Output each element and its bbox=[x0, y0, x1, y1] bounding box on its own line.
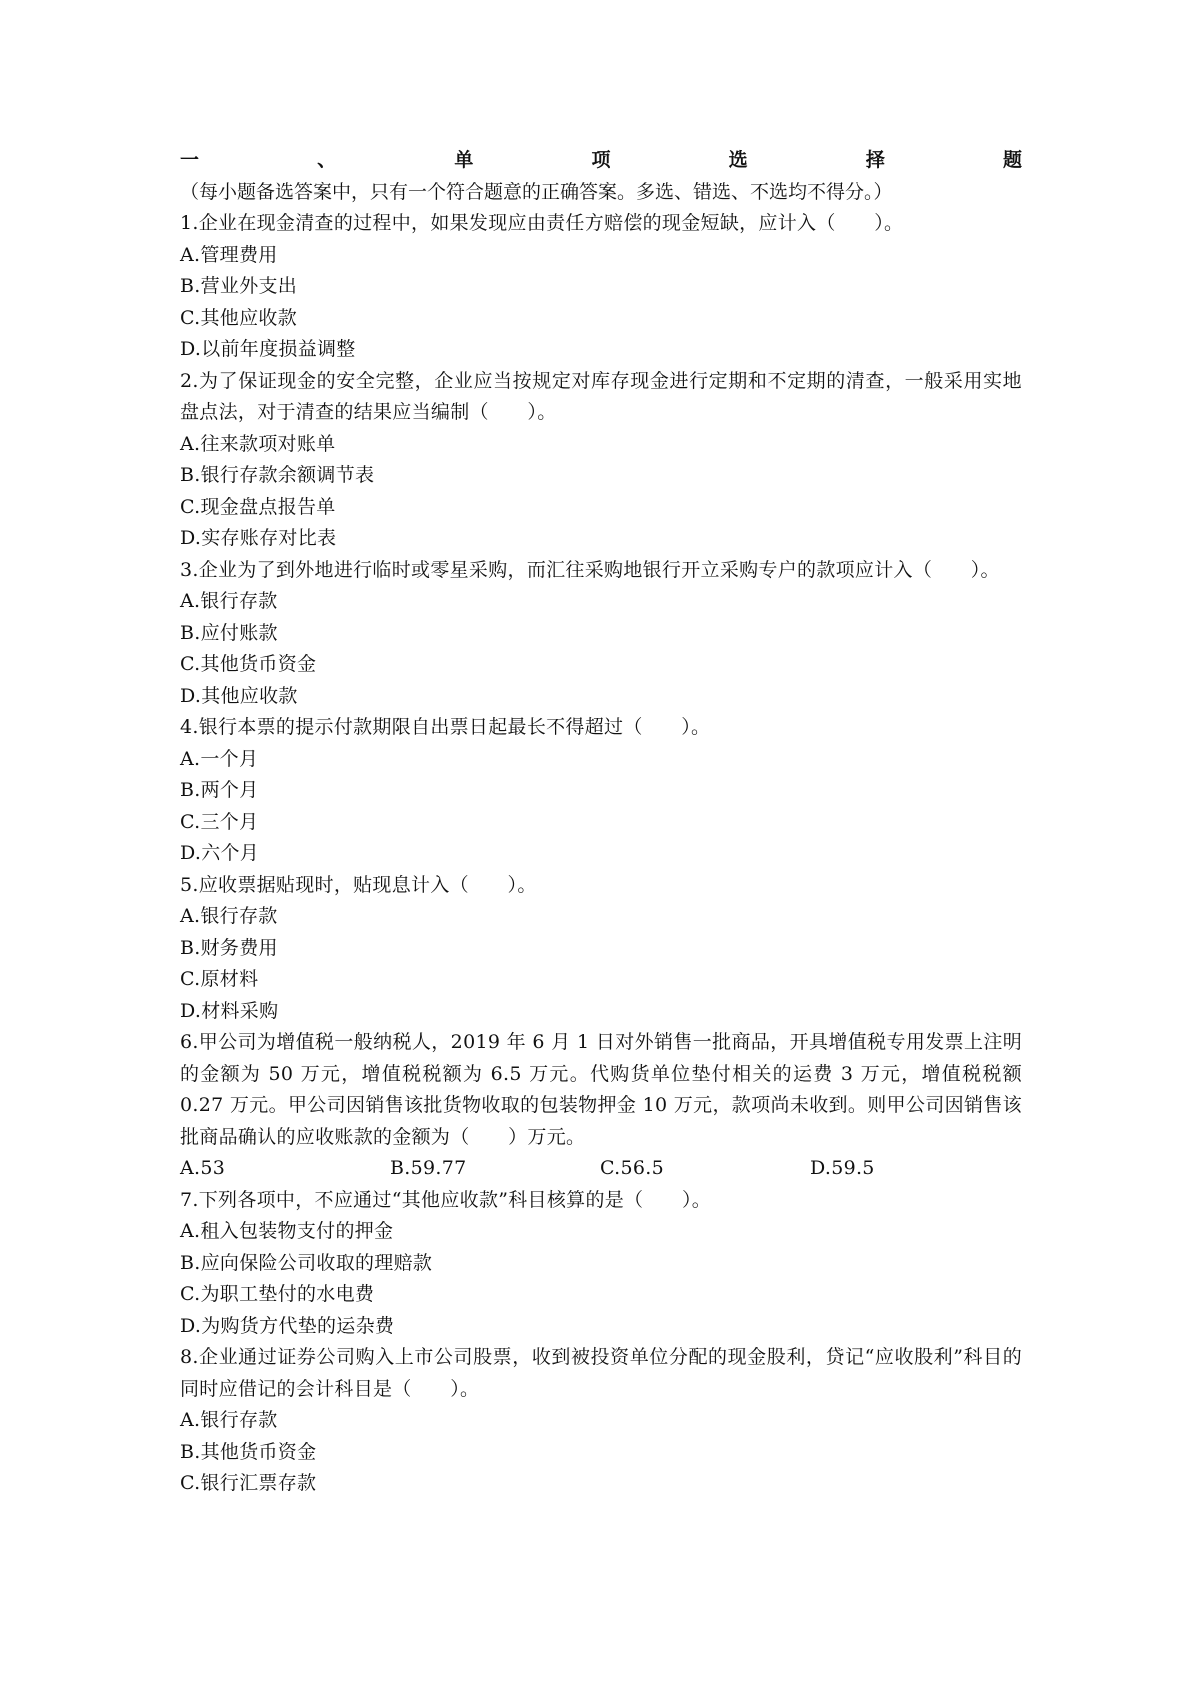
question-3-stem: 3.企业为了到外地进行临时或零星采购，而汇往采购地银行开立采购专户的款项应计入（ ）。 bbox=[180, 558, 1000, 581]
question-3-option-c: C.其他货币资金 bbox=[180, 653, 317, 675]
question-2-option-b: B.银行存款余额调节表 bbox=[180, 464, 375, 486]
question-6-option-d: D.59.5 bbox=[810, 1157, 875, 1179]
question-2-option-c: C.现金盘点报告单 bbox=[180, 495, 336, 518]
question-3-option-d: D.其他应收款 bbox=[180, 684, 298, 707]
question-5-option-c: C.原材料 bbox=[180, 968, 259, 990]
question-7-option-a: A.租入包装物支付的押金 bbox=[180, 1220, 394, 1242]
question-5-option-d: D.材料采购 bbox=[180, 999, 279, 1022]
question-1-stem: 1.企业在现金清查的过程中，如果发现应由责任方赔偿的现金短缺，应计入（ ）。 bbox=[180, 212, 904, 234]
question-1-option-a: A.管理费用 bbox=[180, 243, 278, 266]
section-heading bbox=[180, 145, 1022, 208]
question-6-stem: 6.甲公司为增值税一般纳税人，2019 年 6 月 1 日对外销售一批商品，开具增值税专用发票上注明的金额为 50 万元，增值税税额为 6.5 万元。代购货单位垫付相关的运费 3 万元，增值税税额 0.27 万元。甲公司因销售该批货物收取的包装物押金 10 万元，款项尚未收到。则甲公司因销售该批商品确认的应收账款的金额为（ ）万元。 bbox=[180, 1031, 1022, 1148]
question-7-option-c: C.为职工垫付的水电费 bbox=[180, 1283, 375, 1305]
exam-page bbox=[180, 145, 1022, 1500]
question-7-option-d: D.为购货方代垫的运杂费 bbox=[180, 1314, 395, 1337]
question-7-option-b: B.应向保险公司收取的理赔款 bbox=[180, 1251, 433, 1274]
question-1-option-d: D.以前年度损益调整 bbox=[180, 338, 356, 360]
question-8-stem: 8.企业通过证券公司购入上市公司股票，收到被投资单位分配的现金股利，贷记“应收股利”科目的同时应借记的会计科目是（ ）。 bbox=[180, 1346, 1022, 1400]
question-4-option-b: B.两个月 bbox=[180, 779, 259, 801]
question-8-option-b: B.其他货币资金 bbox=[180, 1440, 317, 1463]
question-8-option-a: A.银行存款 bbox=[180, 1409, 278, 1431]
question-5-stem: 5.应收票据贴现时，贴现息计入（ ）。 bbox=[180, 873, 537, 896]
question-4-option-a: A.一个月 bbox=[180, 747, 259, 770]
question-6-options-row bbox=[180, 1153, 1022, 1185]
question-8-option-c: C.银行汇票存款 bbox=[180, 1472, 317, 1494]
question-2-option-a: A.往来款项对账单 bbox=[180, 432, 336, 455]
question-2-stem: 2.为了保证现金的安全完整，企业应当按规定对库存现金进行定期和不定期的清查，一般采用实地盘点法，对于清查的结果应当编制（ ）。 bbox=[180, 369, 1022, 423]
question-3-option-b: B.应付账款 bbox=[180, 621, 278, 644]
question-6-option-a: A.53 bbox=[180, 1157, 226, 1179]
question-5-option-b: B.财务费用 bbox=[180, 936, 278, 959]
question-7-stem: 7.下列各项中，不应通过“其他应收款”科目核算的是（ ）。 bbox=[180, 1188, 712, 1211]
question-1-option-c: C.其他应收款 bbox=[180, 306, 298, 329]
question-6-option-b: B.59.77 bbox=[390, 1157, 467, 1179]
question-4-option-d: D.六个月 bbox=[180, 842, 260, 864]
question-2-option-d: D.实存账存对比表 bbox=[180, 527, 337, 549]
question-3-option-a: A.银行存款 bbox=[180, 590, 278, 612]
question-1-option-b: B.营业外支出 bbox=[180, 275, 298, 297]
question-5-option-a: A.银行存款 bbox=[180, 905, 278, 927]
question-4-option-c: C.三个月 bbox=[180, 810, 259, 833]
section-note: （每小题备选答案中，只有一个符合题意的正确答案。多选、错选、不选均不得分。） bbox=[180, 180, 893, 203]
question-6-option-c: C.56.5 bbox=[600, 1157, 665, 1179]
question-4-stem: 4.银行本票的提示付款期限自出票日起最长不得超过（ ）。 bbox=[180, 716, 711, 738]
section-title: 一、单项选择题 bbox=[180, 149, 1022, 171]
